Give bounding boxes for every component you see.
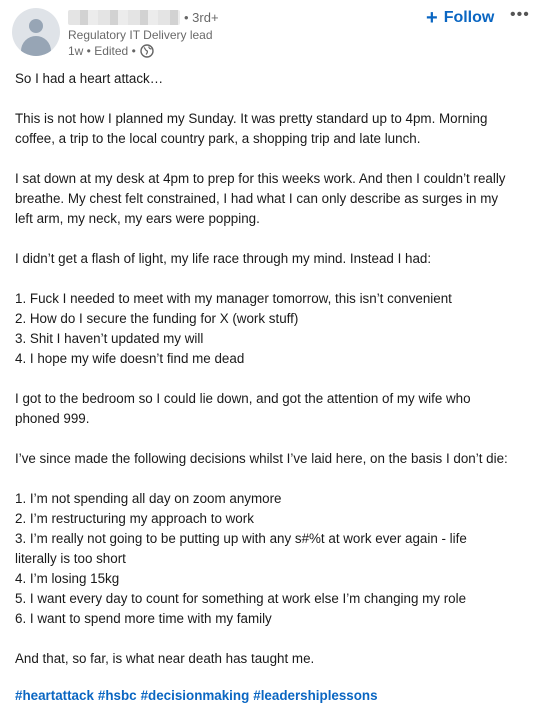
avatar-shoulders: [21, 36, 51, 56]
paragraph-gap: [15, 369, 535, 389]
hashtag-link[interactable]: #hsbc: [97, 688, 137, 703]
post-text-line: This is not how I planned my Sunday. It was pretty standard up to 4pm. Morning: [15, 111, 488, 126]
post-text-line: 4. I hope my wife doesn’t find me dead: [15, 351, 245, 366]
post-text-line: So I had a heart attack…: [15, 71, 164, 86]
hashtag-link[interactable]: #leadershiplessons: [253, 688, 378, 703]
avatar[interactable]: [12, 8, 60, 56]
more-options-icon[interactable]: •••: [510, 6, 530, 23]
post-text-line: 5. I want every day to count for something at work else I’m changing my role: [15, 591, 467, 606]
post-body: [15, 69, 535, 669]
connection-degree: • 3rd+: [184, 10, 219, 25]
post-header: [0, 0, 545, 70]
post-text-line: 3. I’m really not going to be putting up with any s#%t at work ever again - life: [15, 531, 467, 546]
post-meta: [68, 44, 154, 58]
hashtag-link[interactable]: #heartattack: [15, 688, 94, 703]
follow-label: Follow: [443, 9, 495, 26]
post-text-line: 6. I want to spend more time with my family: [15, 611, 272, 626]
avatar-head: [29, 19, 43, 33]
hashtag-list: [15, 688, 382, 703]
post-text-line: breathe. My chest felt constrained, I had what I can only describe as surges in my: [15, 191, 499, 206]
post-text-line: literally is too short: [15, 551, 126, 566]
paragraph-gap: [15, 269, 535, 289]
paragraph-gap: [15, 89, 535, 109]
post-time-edited: 1w • Edited •: [68, 44, 136, 58]
post-text-line: 1. Fuck I needed to meet with my manager tomorrow, this isn’t convenient: [15, 291, 452, 306]
post-text-line: 2. I’m restructuring my approach to work: [15, 511, 254, 526]
paragraph-gap: [15, 429, 535, 449]
follow-button[interactable]: [426, 7, 494, 29]
paragraph-gap: [15, 229, 535, 249]
post-text-line: I got to the bedroom so I could lie down, and got the attention of my wife who: [15, 391, 471, 406]
author-headline: Regulatory IT Delivery lead: [68, 28, 213, 42]
post-text-line: left arm, my neck, my ears were popping.: [15, 211, 260, 226]
post-text-line: 2. How do I secure the funding for X (work stuff): [15, 311, 299, 326]
post-text-line: And that, so far, is what near death has taught me.: [15, 651, 315, 666]
post-text-line: I sat down at my desk at 4pm to prep for this weeks work. And then I couldn’t really: [15, 171, 506, 186]
author-name-redacted[interactable]: [68, 10, 180, 25]
post-text-line: I’ve since made the following decisions whilst I’ve laid here, on the basis I don’t die:: [15, 451, 508, 466]
post-text-line: coffee, a trip to the local country park, a shopping trip and late lunch.: [15, 131, 421, 146]
post-text-line: 3. Shit I haven’t updated my will: [15, 331, 204, 346]
paragraph-gap: [15, 149, 535, 169]
post-text-line: 4. I’m losing 15kg: [15, 571, 120, 586]
plus-icon: +: [426, 7, 438, 29]
hashtag-link[interactable]: #decisionmaking: [140, 688, 250, 703]
paragraph-gap: [15, 629, 535, 649]
post-text-line: 1. I’m not spending all day on zoom anymore: [15, 491, 282, 506]
paragraph-gap: [15, 469, 535, 489]
post-text-line: I didn’t get a flash of light, my life race through my mind. Instead I had:: [15, 251, 432, 266]
globe-icon: [140, 44, 154, 58]
post-text-line: phoned 999.: [15, 411, 90, 426]
